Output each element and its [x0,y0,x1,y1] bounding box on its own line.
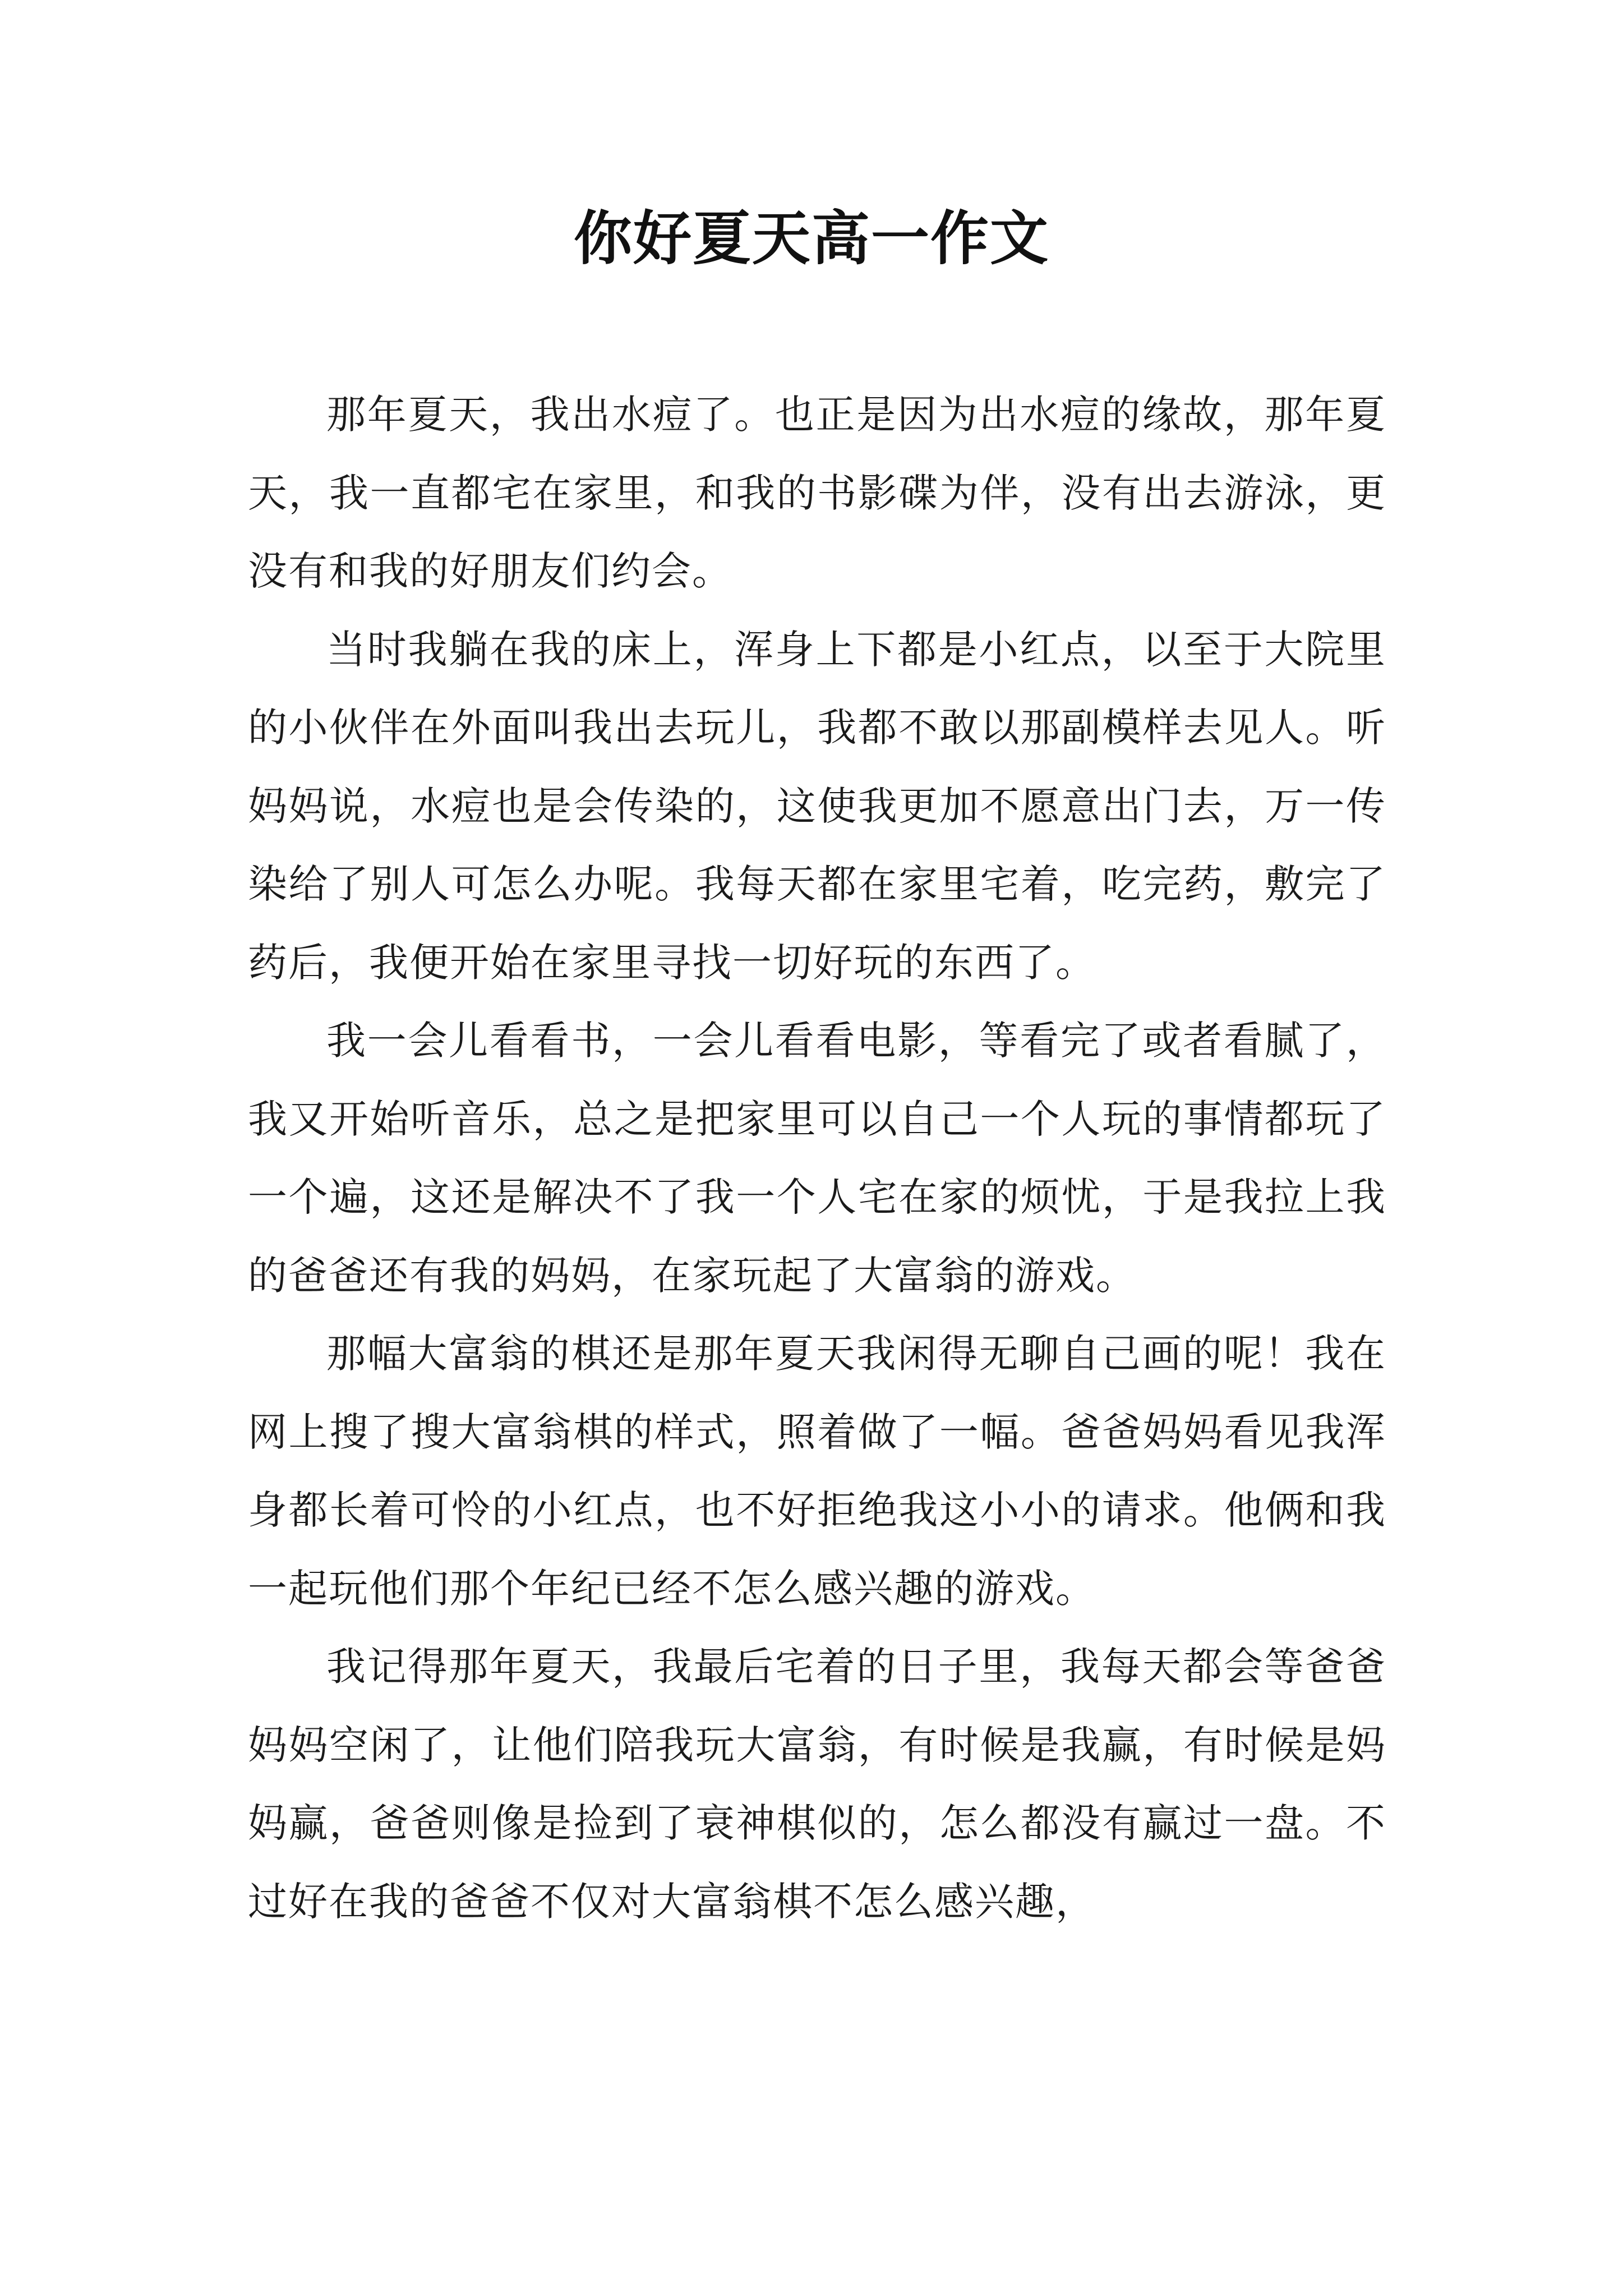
document-body [248,376,1386,1941]
paragraph: 那幅大富翁的棋还是那年夏天我闲得无聊自己画的呢！我在网上搜了搜大富翁棋的样式，照着做了一幅。爸爸妈妈看见我浑身都长着可怜的小红点，也不好拒绝我这小小的请求。他俩和我一起玩他们那个年纪已经不怎么感兴趣的游戏。 [248,1331,1386,1612]
paragraph: 那年夏天，我出水痘了。也正是因为出水痘的缘故，那年夏天，我一直都宅在家里，和我的书影碟为伴，没有出去游泳，更没有和我的好朋友们约会。 [248,392,1386,594]
paragraph: 当时我躺在我的床上，浑身上下都是小红点，以至于大院里的小伙伴在外面叫我出去玩儿，我都不敢以那副模样去见人。听妈妈说，水痘也是会传染的，这使我更加不愿意出门去，万一传染给了别人可怎么办呢。我每天都在家里宅着，吃完药，敷完了药后，我便开始在家里寻找一切好玩的东西了。 [248,626,1386,986]
paragraph: 我一会儿看看书，一会儿看看电影，等看完了或者看腻了，我又开始听音乐，总之是把家里可以自己一个人玩的事情都玩了一个遍，这还是解决不了我一个人宅在家的烦忧，于是我拉上我的爸爸还有我的妈妈，在家玩起了大富翁的游戏。 [248,1018,1386,1299]
paragraph: 我记得那年夏天，我最后宅着的日子里，我每天都会等爸爸妈妈空闲了，让他们陪我玩大富翁，有时候是我赢，有时候是妈妈赢，爸爸则像是捡到了衰神棋似的，怎么都没有赢过一盘。不过好在我的爸爸不仅对大富翁棋不怎么感兴趣， [248,1644,1386,1925]
document-title: 你好夏天高一作文 [573,204,1049,273]
